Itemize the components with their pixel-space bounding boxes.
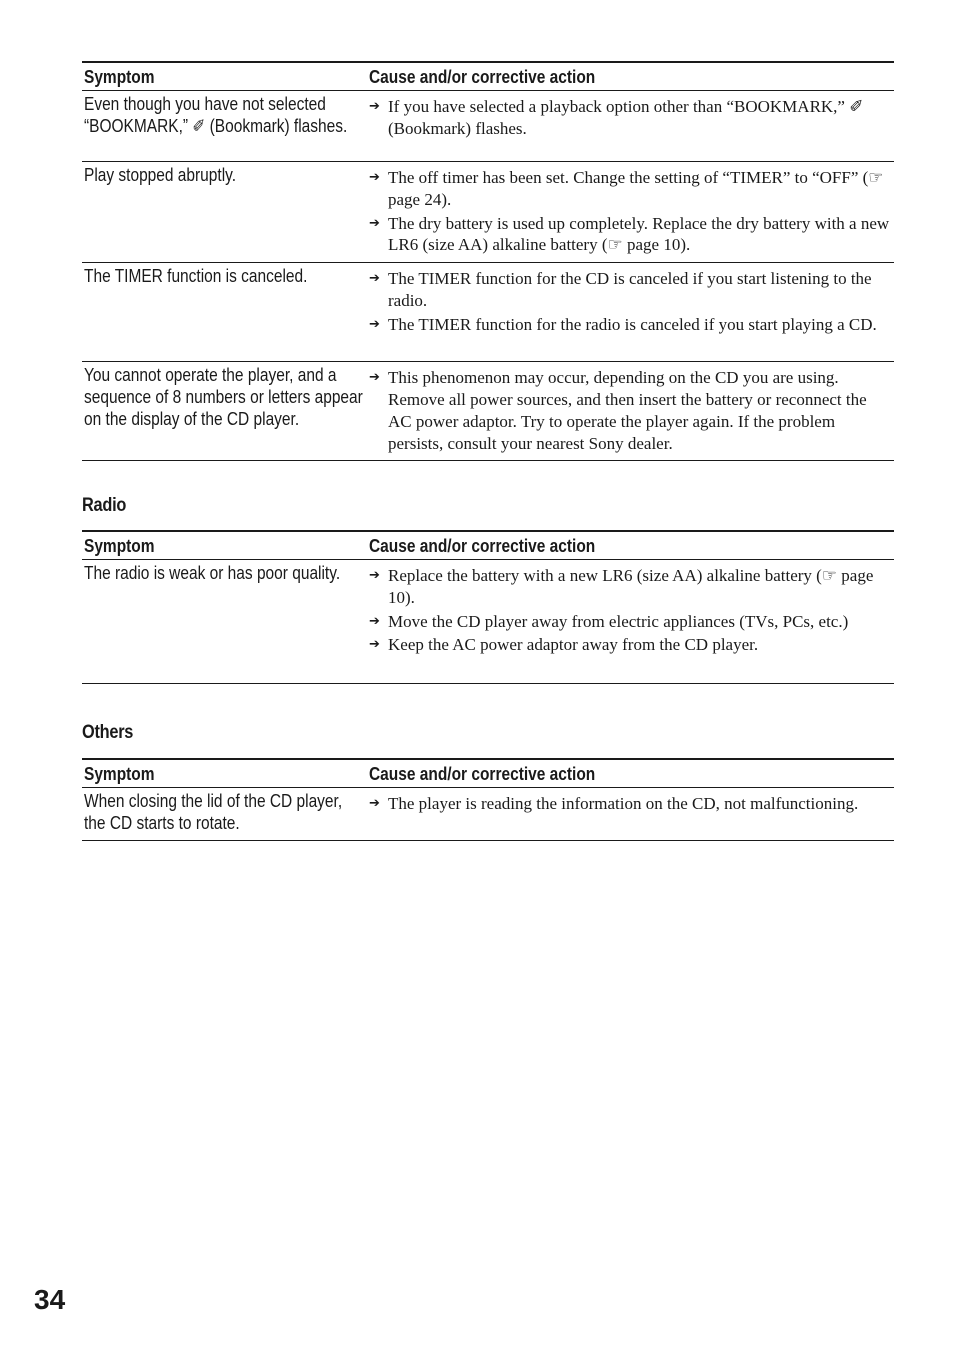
cause-column-header: Cause and/or corrective action (369, 763, 596, 784)
arrow-right-icon: ➔ (369, 796, 380, 811)
cause-cell (367, 788, 894, 841)
symptom-column-header: Symptom (84, 763, 155, 784)
action-item: ➔ The dry battery is used up completely. Replace the dry battery with a new LR6 (size AA) alkaline battery (☞ page 10). (369, 213, 890, 255)
radio-section-title: Radio (82, 495, 127, 516)
troubleshooting-table-radio (82, 530, 894, 684)
table-row (82, 263, 894, 362)
table-row (82, 162, 894, 263)
symptom-cell: When closing the lid of the CD player, the CD starts to rotate. (84, 791, 343, 833)
symptom-cell: Play stopped abruptly. (84, 165, 237, 185)
table-row (82, 91, 894, 162)
table-header-row (82, 531, 894, 560)
action-item: ➔ Keep the AC power adaptor away from the CD player. (369, 635, 759, 655)
others-section-title: Others (82, 722, 134, 743)
table-header-row (82, 62, 894, 91)
table-row (82, 788, 894, 841)
symptom-cell: Even though you have not selected “BOOKMARK,” ✐ (Bookmark) flashes. (84, 94, 348, 136)
arrow-right-icon: ➔ (369, 99, 380, 114)
symptom-cell: The radio is weak or has poor quality. (84, 563, 341, 583)
page-number: 34 (34, 1284, 66, 1315)
symptom-cell: The TIMER function is canceled. (84, 266, 308, 287)
action-item: ➔ Move the CD player away from electric appliances (TVs, PCs, etc.) (369, 611, 849, 631)
troubleshooting-radio-section (82, 530, 894, 684)
arrow-right-icon: ➔ (369, 271, 380, 287)
arrow-right-icon: ➔ (369, 215, 380, 231)
action-item: ➔ The player is reading the information on the CD, not malfunctioning. (369, 794, 859, 813)
action-item: ➔ Replace the battery with a new LR6 (size AA) alkaline battery (☞ page 10). (369, 566, 874, 607)
cause-cell (367, 91, 894, 162)
symptom-column-header: Symptom (84, 535, 155, 556)
cause-column-header: Cause and/or corrective action (369, 66, 596, 87)
arrow-right-icon: ➔ (369, 568, 380, 583)
troubleshooting-general-section (82, 61, 894, 461)
arrow-right-icon: ➔ (369, 170, 380, 185)
troubleshooting-table-general (82, 61, 894, 461)
table-header-row (82, 759, 894, 788)
action-item: ➔ The TIMER function for the radio is canceled if you start playing a CD. (369, 314, 877, 334)
troubleshooting-table-others (82, 758, 894, 841)
table-row (82, 362, 894, 461)
arrow-right-icon: ➔ (369, 316, 380, 332)
symptom-cell: You cannot operate the player, and a sequence of 8 numbers or letters appear on the display of the CD player. (84, 365, 363, 429)
arrow-right-icon: ➔ (369, 637, 380, 653)
troubleshooting-others-section (82, 758, 894, 841)
action-item: ➔ This phenomenon may occur, depending on the CD you are using. Remove all power sources, and then insert the battery or reconnect the AC power adaptor. Try to operate the player again. If the problem persists, consult your nearest Sony dealer. (369, 368, 867, 453)
cause-cell (367, 362, 894, 461)
cause-cell (367, 263, 894, 362)
arrow-right-icon: ➔ (369, 613, 380, 629)
cause-cell (367, 560, 894, 684)
symptom-column-header: Symptom (84, 66, 155, 87)
action-item: ➔ The off timer has been set. Change the setting of “TIMER” to “OFF” (☞ page 24). (369, 168, 884, 209)
action-item: ➔ The TIMER function for the CD is canceled if you start listening to the radio. (369, 269, 872, 310)
action-item: ➔ If you have selected a playback option other than “BOOKMARK,” ✐ (Bookmark) flashes. (369, 97, 864, 138)
arrow-right-icon: ➔ (369, 370, 380, 386)
cause-cell (367, 162, 894, 263)
cause-column-header: Cause and/or corrective action (369, 535, 596, 556)
table-row (82, 560, 894, 684)
